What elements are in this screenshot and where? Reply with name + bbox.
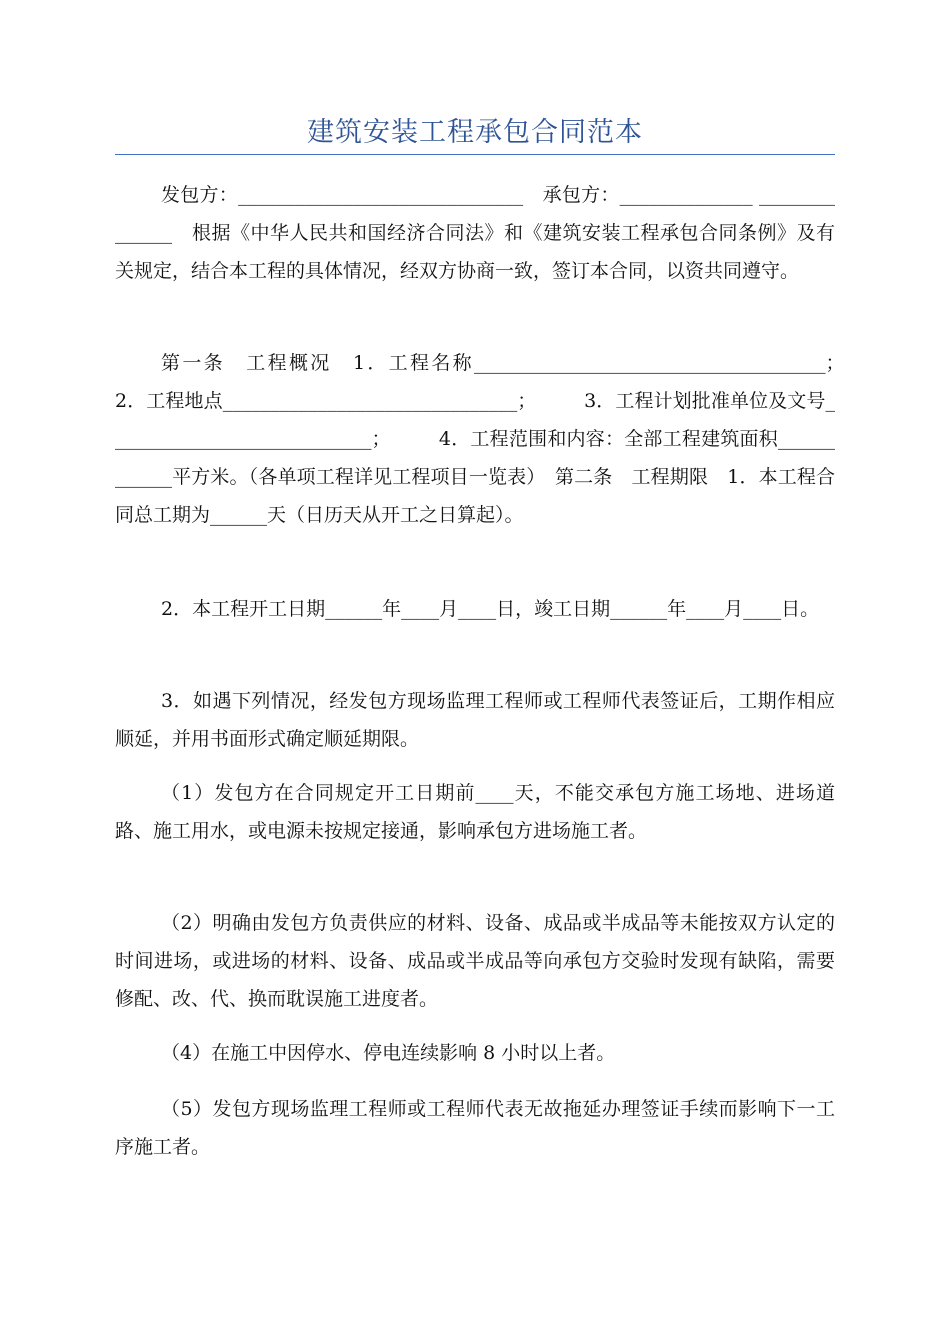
- paragraph-item-2: （2）明确由发包方负责供应的材料、设备、成品或半成品等未能按双方认定的时间进场，或进场的材料、设备、成品或半成品等向承包方交验时发现有缺陷，需要修配、改、代、换而耽误施工进度者。: [115, 912, 835, 1010]
- paragraph-extension: 3．如遇下列情况，经发包方现场监理工程师或工程师代表签证后，工期作相应顺延，并用书面形式确定顺延期限。: [115, 690, 835, 750]
- paragraph-start-date: 2．本工程开工日期______年____月____日，竣工日期______年____月____日。: [161, 598, 820, 620]
- document-title: 建筑安装工程承包合同范本: [307, 117, 643, 148]
- paragraph-item-5: （5）发包方现场监理工程师或工程师代表无故拖延办理签证手续而影响下一工序施工者。: [115, 1098, 835, 1158]
- title-underline: [115, 154, 835, 155]
- paragraph-item-1: （1）发包方在合同规定开工日期前____天，不能交承包方施工场地、进场道路、施工用水，或电源未按规定接通，影响承包方进场施工者。: [115, 782, 835, 842]
- paragraph-parties: 发包方：______________________________ 承包方：______________ ______________ 根据《中华人民共和国经济合同法》和《建筑安装工程承包合同条例》及有关规定，结合本工程的具体情况，经双方协商一致，签订本合同，以资共同遵守。: [115, 184, 835, 282]
- paragraph-item-4: （4）在施工中因停水、停电连续影响 8 小时以上者。: [161, 1042, 616, 1064]
- paragraph-article-1: 第一条 工程概况 1．工程名称_____________________________________； 2．工程地点_______________________________； 3．工程计划批准单位及文号____________________________； 4．工程范围和内容：全部工程建筑面积____________平方米。（各单项工程详见工程项目一览表） 第二条 工程期限 1．本工程合同总工期为______天（日历天从开工之日算起）。: [115, 352, 893, 526]
